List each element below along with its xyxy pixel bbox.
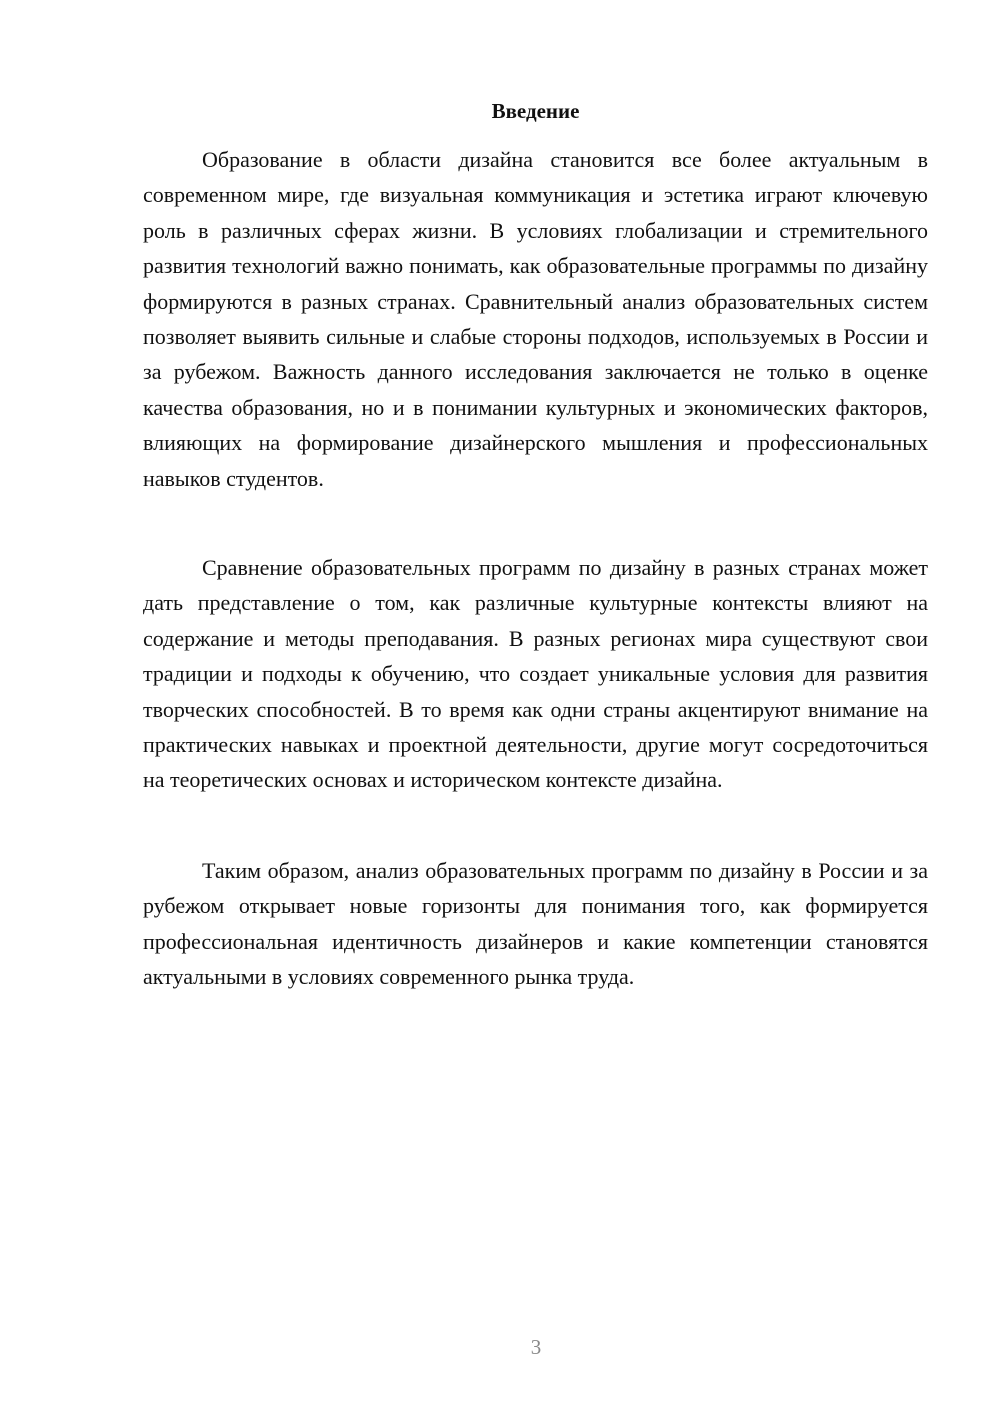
paragraph-3: Таким образом, анализ образовательных программ по дизайну в России и за рубежом открывает новые горизонты для понимания того, как формируется профессиональная идентичность дизайнеров и какие компетенции становятся актуальными в условиях современного рынка труда. <box>143 858 928 990</box>
paragraph-2: Сравнение образовательных программ по дизайну в разных странах может дать представление о том, как различные культурные контексты влияют на содержание и методы преподавания. В разных регионах мира существуют свои традиции и подходы к обучению, что создает уникальные условия для развития творческих способностей. В то время как одни страны акцентируют внимание на практических навыках и проектной деятельности, другие могут сосредоточиться на теоретических основах и историческом контексте дизайна. <box>143 555 928 793</box>
page-number: 3 <box>530 1335 542 1359</box>
section-heading: Введение <box>491 99 580 123</box>
paragraph-1: Образование в области дизайна становится все более актуальным в современном мире, где визуальная коммуникация и эстетика играют ключевую роль в различных сферах жизни. В условиях глобализации и стремительного развития технологий важно понимать, как образовательные программы по дизайну формируются в разных странах. Сравнительный анализ образовательных систем позволяет выявить сильные и слабые стороны подходов, используемых в России и за рубежом. Важность данного исследования заключается не только в оценке качества образования, но и в понимании культурных и экономических факторов, влияющих на формирование дизайнерского мышления и профессиональных навыков студентов. <box>143 147 928 491</box>
